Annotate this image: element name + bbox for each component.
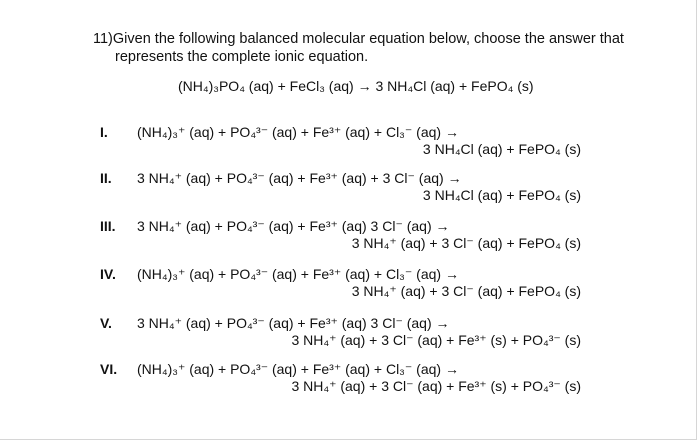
option-1-reactants: (NH₄)₃⁺ (aq) + PO₄³⁻ (aq) + Fe³⁺ (aq) + Cl₃⁻ (aq) → xyxy=(137,124,459,140)
molecular-equation: (NH₄)₃PO₄ (aq) + FeCl₃ (aq) → 3 NH₄Cl (aq) + FePO₄ (s) xyxy=(178,78,534,94)
question-line-1: 11)Given the following balanced molecular equation below, choose the answer that xyxy=(93,31,624,47)
option-2-products: 3 NH₄Cl (aq) + FePO₄ (s) xyxy=(422,187,581,203)
option-number-2: II. xyxy=(100,170,112,186)
question-line-2: represents the complete ionic equation. xyxy=(115,49,369,65)
option-3-reactants: 3 NH₄⁺ (aq) + PO₄³⁻ (aq) + Fe³⁺ (aq) 3 Cl⁻ (aq) → xyxy=(137,218,450,234)
option-number-6: VI. xyxy=(100,361,118,377)
option-5-reactants: 3 NH₄⁺ (aq) + PO₄³⁻ (aq) + Fe³⁺ (aq) 3 Cl⁻ (aq) → xyxy=(137,315,450,331)
option-3-products: 3 NH₄⁺ (aq) + 3 Cl⁻ (aq) + FePO₄ (s) xyxy=(351,235,581,251)
option-4-products: 3 NH₄⁺ (aq) + 3 Cl⁻ (aq) + FePO₄ (s) xyxy=(351,283,581,299)
option-6-reactants: (NH₄)₃⁺ (aq) + PO₄³⁻ (aq) + Fe³⁺ (aq) + Cl₃⁻ (aq) → xyxy=(137,361,459,377)
option-4-reactants: (NH₄)₃⁺ (aq) + PO₄³⁻ (aq) + Fe³⁺ (aq) + Cl₃⁻ (aq) → xyxy=(137,266,459,282)
option-1-products: 3 NH₄Cl (aq) + FePO₄ (s) xyxy=(422,141,581,157)
question-text xyxy=(93,30,653,66)
option-2-reactants: 3 NH₄⁺ (aq) + PO₄³⁻ (aq) + Fe³⁺ (aq) + 3 Cl⁻ (aq) → xyxy=(137,170,462,186)
option-number-5: V. xyxy=(100,315,112,331)
option-number-3: III. xyxy=(100,218,116,234)
option-6-products: 3 NH₄⁺ (aq) + 3 Cl⁻ (aq) + Fe³⁺ (s) + PO₄³⁻ (s) xyxy=(291,378,581,394)
option-number-1: I. xyxy=(100,124,108,140)
option-5-products: 3 NH₄⁺ (aq) + 3 Cl⁻ (aq) + Fe³⁺ (s) + PO₄³⁻ (s) xyxy=(291,332,581,348)
option-number-4: IV. xyxy=(100,266,116,282)
